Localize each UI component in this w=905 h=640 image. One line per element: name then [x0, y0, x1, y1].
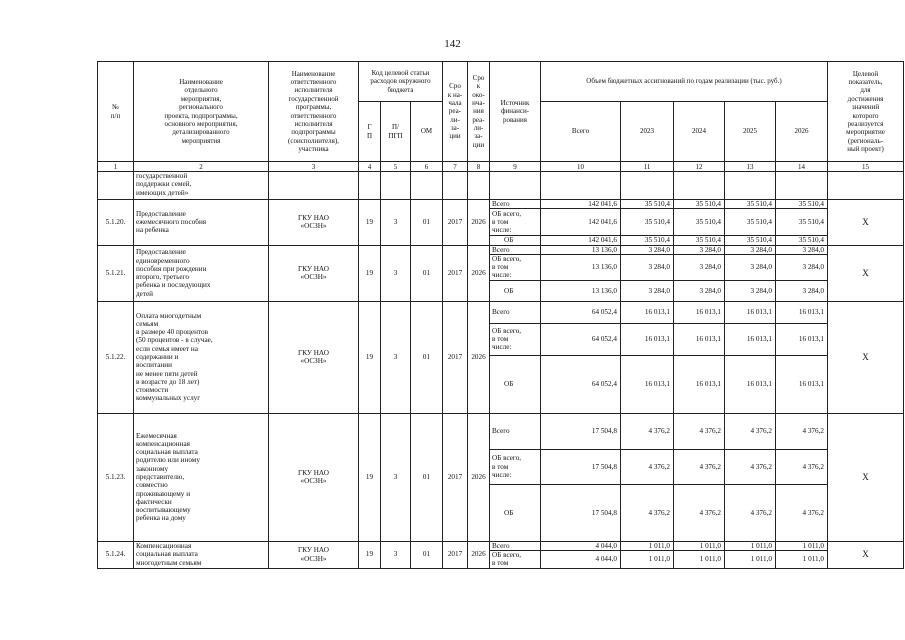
header-end-year: Сро к око- нча- ния реа- ли- за- ции — [468, 62, 490, 162]
funding-source: ОБ всего, в том числе: — [490, 449, 541, 484]
column-number: 2 — [134, 162, 269, 172]
measure-name: Предоставление ежемесячного пособия на ребенка — [134, 200, 269, 246]
header-measure-name: Наименование отдельного мероприятия, регионального проекта, подпрограммы, основного мероприятия, детализированного мероприятия — [134, 62, 269, 162]
amount-2024: 1 011,0 — [674, 550, 725, 568]
funding-source: ОБ всего, в том числе: — [490, 323, 541, 355]
header-executor: Наименование ответственного исполнителя государственной программы, ответственного исполнителя подпрограммы (соисполнителя), участника — [269, 62, 359, 162]
funding-source: ОБ — [490, 355, 541, 413]
measure-executor: ГКУ НАО «ОСЗН» — [269, 541, 359, 568]
amount-2026: 4 376,2 — [776, 449, 828, 484]
amount-2025: 4 376,2 — [725, 484, 776, 541]
funding-source: ОБ всего, в том — [490, 550, 541, 568]
table-body — [98, 172, 904, 569]
code-ppgp: 3 — [381, 413, 411, 541]
amount-total: 142 041,6 — [541, 209, 621, 236]
code-gp: 19 — [359, 541, 381, 568]
funding-source: ОБ — [490, 484, 541, 541]
funding-source: Всего — [490, 200, 541, 209]
amount-2023: 35 510,4 — [621, 200, 674, 209]
column-number: 11 — [621, 162, 674, 172]
amount-2023: 16 013,1 — [621, 323, 674, 355]
amount-2023: 35 510,4 — [621, 236, 674, 245]
amount-total: 64 052,4 — [541, 355, 621, 413]
start-year: 2017 — [443, 541, 468, 568]
header-year-2023: 2023 — [621, 102, 674, 162]
code-gp: 19 — [359, 413, 381, 541]
measure-executor: ГКУ НАО «ОСЗН» — [269, 413, 359, 541]
funding-source: Всего — [490, 541, 541, 550]
target-indicator: Х — [828, 413, 904, 541]
amount-total: 64 052,4 — [541, 323, 621, 355]
amount-2026: 3 284,0 — [776, 245, 828, 254]
amount-2023: 3 284,0 — [621, 280, 674, 301]
amount-2025: 35 510,4 — [725, 209, 776, 236]
amount-2026: 35 510,4 — [776, 209, 828, 236]
amount-2026: 3 284,0 — [776, 254, 828, 280]
amount-2024: 16 013,1 — [674, 323, 725, 355]
target-indicator: Х — [828, 541, 904, 568]
amount-2023: 4 376,2 — [621, 484, 674, 541]
budget-table-wrapper — [97, 61, 904, 569]
measure-row — [98, 200, 904, 209]
funding-source: ОБ всего, в том числе: — [490, 254, 541, 280]
amount-total: 17 504,8 — [541, 413, 621, 449]
amount-2023: 3 284,0 — [621, 245, 674, 254]
start-year: 2017 — [443, 301, 468, 413]
amount-2025: 1 011,0 — [725, 550, 776, 568]
amount-2024: 16 013,1 — [674, 355, 725, 413]
amount-2026: 4 376,2 — [776, 413, 828, 449]
funding-source: Всего — [490, 245, 541, 254]
code-gp: 19 — [359, 301, 381, 413]
amount-total: 142 041,6 — [541, 200, 621, 209]
code-ppgp: 3 — [381, 245, 411, 301]
start-year: 2017 — [443, 200, 468, 246]
amount-2025: 4 376,2 — [725, 449, 776, 484]
funding-source: ОБ — [490, 236, 541, 245]
measure-number: 5.1.23. — [98, 413, 134, 541]
header-year-2026: 2026 — [776, 102, 828, 162]
code-ppgp: 3 — [381, 200, 411, 246]
measure-executor: ГКУ НАО «ОСЗН» — [269, 200, 359, 246]
amount-total: 13 136,0 — [541, 254, 621, 280]
header-target: Целевой показатель, для достижения значений которого реализуется мероприятие (региональ- ный проект) — [828, 62, 904, 162]
start-year: 2017 — [443, 245, 468, 301]
code-om: 01 — [411, 245, 443, 301]
amount-2024: 4 376,2 — [674, 484, 725, 541]
amount-2025: 3 284,0 — [725, 245, 776, 254]
funding-source: Всего — [490, 413, 541, 449]
amount-2024: 3 284,0 — [674, 245, 725, 254]
measure-executor: ГКУ НАО «ОСЗН» — [269, 301, 359, 413]
page-number: 142 — [444, 38, 461, 50]
target-indicator: Х — [828, 245, 904, 301]
funding-source: ОБ — [490, 280, 541, 301]
amount-2023: 16 013,1 — [621, 301, 674, 323]
end-year: 2026 — [468, 541, 490, 568]
amount-2025: 1 011,0 — [725, 541, 776, 550]
header-source: Источник финанси- рования — [490, 62, 541, 162]
amount-2023: 3 284,0 — [621, 254, 674, 280]
amount-2024: 4 376,2 — [674, 449, 725, 484]
amount-2025: 4 376,2 — [725, 413, 776, 449]
header-budget-code: Код целевой статьи расходов окружного бюджета — [359, 62, 443, 102]
column-number: 10 — [541, 162, 621, 172]
amount-2024: 3 284,0 — [674, 254, 725, 280]
measure-name: Компенсационная социальная выплата многодетным семьям — [134, 541, 269, 568]
measure-row — [98, 245, 904, 254]
column-numbers-row — [98, 162, 904, 172]
amount-2025: 16 013,1 — [725, 301, 776, 323]
amount-2023: 4 376,2 — [621, 413, 674, 449]
amount-2025: 3 284,0 — [725, 280, 776, 301]
amount-2025: 3 284,0 — [725, 254, 776, 280]
amount-2026: 1 011,0 — [776, 541, 828, 550]
measure-row — [98, 413, 904, 449]
amount-total: 17 504,8 — [541, 449, 621, 484]
continuation-row — [98, 172, 904, 200]
target-indicator: Х — [828, 301, 904, 413]
amount-total: 4 044,0 — [541, 550, 621, 568]
amount-2023: 16 013,1 — [621, 355, 674, 413]
code-ppgp: 3 — [381, 301, 411, 413]
header-number: № п/п — [98, 62, 134, 162]
amount-total: 142 041,6 — [541, 236, 621, 245]
amount-2026: 3 284,0 — [776, 280, 828, 301]
column-number: 1 — [98, 162, 134, 172]
start-year: 2017 — [443, 413, 468, 541]
amount-2024: 4 376,2 — [674, 413, 725, 449]
amount-2024: 35 510,4 — [674, 209, 725, 236]
measure-number: 5.1.20. — [98, 200, 134, 246]
column-number: 8 — [468, 162, 490, 172]
measure-name: Оплата многодетным семьям в размере 40 процентов (50 процентов - в случае, если семья имеет на содержании и воспитании не менее пяти детей в возрасте до 18 лет) стоимости коммунальных услуг — [134, 301, 269, 413]
code-ppgp: 3 — [381, 541, 411, 568]
header-ppgp: П/ ПГП — [381, 102, 411, 162]
amount-2024: 35 510,4 — [674, 236, 725, 245]
amount-2023: 1 011,0 — [621, 550, 674, 568]
amount-2024: 16 013,1 — [674, 301, 725, 323]
column-number: 6 — [411, 162, 443, 172]
amount-total: 13 136,0 — [541, 245, 621, 254]
end-year: 2026 — [468, 245, 490, 301]
measure-row — [98, 541, 904, 550]
column-number: 14 — [776, 162, 828, 172]
column-number: 3 — [269, 162, 359, 172]
measure-number: 5.1.21. — [98, 245, 134, 301]
amount-2026: 35 510,4 — [776, 200, 828, 209]
amount-2023: 35 510,4 — [621, 209, 674, 236]
header-om: ОМ — [411, 102, 443, 162]
code-om: 01 — [411, 413, 443, 541]
amount-2026: 1 011,0 — [776, 550, 828, 568]
continuation-text: государственной поддержки семей, имеющих детей» — [134, 172, 269, 200]
column-number: 9 — [490, 162, 541, 172]
code-om: 01 — [411, 541, 443, 568]
amount-2026: 35 510,4 — [776, 236, 828, 245]
column-number: 4 — [359, 162, 381, 172]
amount-2025: 16 013,1 — [725, 355, 776, 413]
end-year: 2026 — [468, 301, 490, 413]
amount-total: 17 504,8 — [541, 484, 621, 541]
amount-2026: 4 376,2 — [776, 484, 828, 541]
measure-number: 5.1.22. — [98, 301, 134, 413]
header-gp: Г П — [359, 102, 381, 162]
column-number: 7 — [443, 162, 468, 172]
table-header — [98, 62, 904, 172]
budget-table — [97, 61, 904, 569]
amount-2024: 35 510,4 — [674, 200, 725, 209]
column-number: 15 — [828, 162, 904, 172]
code-om: 01 — [411, 200, 443, 246]
header-year-2024: 2024 — [674, 102, 725, 162]
amount-2025: 35 510,4 — [725, 200, 776, 209]
amount-total: 64 052,4 — [541, 301, 621, 323]
code-om: 01 — [411, 301, 443, 413]
code-gp: 19 — [359, 200, 381, 246]
end-year: 2026 — [468, 200, 490, 246]
amount-2026: 16 013,1 — [776, 355, 828, 413]
funding-source: ОБ всего, в том числе: — [490, 209, 541, 236]
header-total: Всего — [541, 102, 621, 162]
amount-2026: 16 013,1 — [776, 323, 828, 355]
code-gp: 19 — [359, 245, 381, 301]
amount-2024: 1 011,0 — [674, 541, 725, 550]
column-number: 5 — [381, 162, 411, 172]
funding-source: Всего — [490, 301, 541, 323]
amount-2023: 1 011,0 — [621, 541, 674, 550]
measure-number: 5.1.24. — [98, 541, 134, 568]
amount-2023: 4 376,2 — [621, 449, 674, 484]
amount-total: 13 136,0 — [541, 280, 621, 301]
measure-name: Предоставление единовременного пособия при рождении второго, третьего ребенка и последующих детей — [134, 245, 269, 301]
amount-total: 4 044,0 — [541, 541, 621, 550]
header-year-2025: 2025 — [725, 102, 776, 162]
measure-row — [98, 301, 904, 323]
measure-executor: ГКУ НАО «ОСЗН» — [269, 245, 359, 301]
column-number: 12 — [674, 162, 725, 172]
amount-2025: 16 013,1 — [725, 323, 776, 355]
column-number: 13 — [725, 162, 776, 172]
amount-2025: 35 510,4 — [725, 236, 776, 245]
header-start-year: Сро к на- чала реа- ли- за- ции — [443, 62, 468, 162]
measure-name: Ежемесячная компенсационная социальная выплата родителю или иному законному представителю, совместно проживающему и фактически воспитывающему ребенка на дому — [134, 413, 269, 541]
amount-2024: 3 284,0 — [674, 280, 725, 301]
end-year: 2026 — [468, 413, 490, 541]
amount-2026: 16 013,1 — [776, 301, 828, 323]
target-indicator: Х — [828, 200, 904, 246]
header-volume: Объем бюджетных ассигнований по годам реализации (тыс. руб.) — [541, 62, 828, 102]
